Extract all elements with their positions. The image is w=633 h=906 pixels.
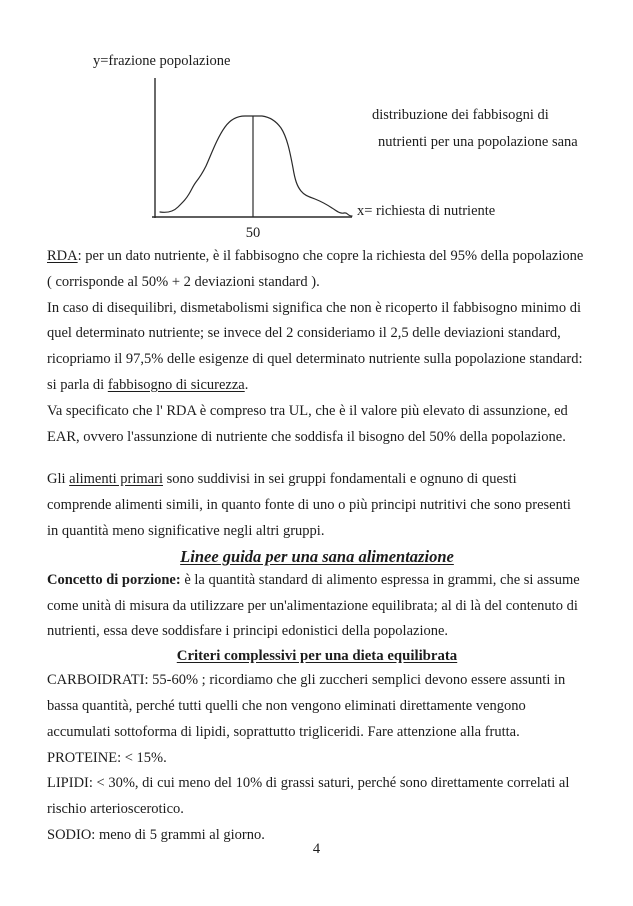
paragraph-lipidi-line2: rischio arterioscerotico. <box>47 801 184 818</box>
y-axis-label: y=frazione popolazione <box>93 53 231 69</box>
rda-line1-text: : per un dato nutriente, è il fabbisogno che copre la richiesta del 95% della popolazione <box>77 248 584 264</box>
alimenti-line1-pre: Gli <box>47 471 70 488</box>
paragraph-porzione-line2: come unità di misura da utilizzare per un'alimentazione equilibrata; al di là del contenuto di <box>47 597 578 614</box>
term-fabbisogno-di-sicurezza: fabbisogno di sicurezza <box>107 376 245 393</box>
paragraph-lipidi-line1: LIPIDI: < 30%, di cui meno del 10% di grassi saturi, perché sono direttamente correlati al <box>47 775 570 792</box>
paragraph-carboidrati-line3: accumulati sottoforma di lipidi, soprattutto trigliceridi. Fare attenzione alla frutta. <box>47 723 520 740</box>
distribution-curve <box>160 116 352 216</box>
porzione-line1-text: è la quantità standard di alimento espressa in grammi, che si assume <box>180 571 580 588</box>
section-heading-linee-guida <box>47 545 587 568</box>
term-rda: RDA <box>47 248 78 264</box>
annotation-line-1: distribuzione dei fabbisogni di <box>372 107 549 123</box>
distribution-annotation <box>372 102 578 156</box>
rda-line6-post: . <box>244 376 249 393</box>
heading-criteri-text: Criteri complessivi per una dieta equilibrata <box>176 648 458 665</box>
page-number: 4 <box>312 841 321 857</box>
alimenti-line1-post: sono suddivisi in sei gruppi fondamentali e ognuno di questi <box>162 471 517 488</box>
paragraph-gap <box>47 450 587 467</box>
paragraph-porzione-line3: nutrienti, essa deve soddisfare i principi edonistici della popolazione. <box>47 623 449 640</box>
paragraph-rda-line1 <box>47 244 587 270</box>
paragraph-sodio: SODIO: meno di 5 grammi al giorno. <box>47 826 265 843</box>
paragraph-porzione-line1 <box>47 568 587 594</box>
paragraph-rda-line8: EAR, ovvero l'assunzione di nutriente che soddisfa il bisogno del 50% della popolazione. <box>47 428 566 445</box>
paragraph-alimenti-line2: comprende alimenti simili, in quanto fonte di uno o più principi nutritivi che sono presenti <box>47 497 571 514</box>
rda-line6-pre: si parla di <box>47 376 108 393</box>
paragraph-rda-line4: quel determinato nutriente; se invece del 2 consideriamo il 2,5 delle deviazioni standard, <box>47 325 561 342</box>
paragraph-alimenti-line3: in quantità meno significative negli altri gruppi. <box>47 522 325 539</box>
paragraph-carboidrati-line2: bassa quantità, perché tutti quelli che non vengono eliminati direttamente vengono <box>47 697 526 714</box>
document-body <box>47 244 587 849</box>
tick-label-50: 50 <box>245 225 261 241</box>
paragraph-rda-line7: Va specificato che l' RDA è compreso tra UL, che è il valore più elevato di assunzione, ed <box>47 402 568 419</box>
paragraph-proteine: PROTEINE: < 15%. <box>47 749 167 766</box>
paragraph-rda-line3: In caso di disequilibri, dismetabolismi significa che non è ricoperto il fabbisogno minimo di <box>47 299 581 316</box>
paragraph-rda-line2: ( corrisponde al 50% + 2 deviazioni standard ). <box>47 273 320 290</box>
annotation-line-2: nutrienti per una popolazione sana <box>378 134 578 150</box>
heading-linee-guida-text: Linee guida per una sana alimentazione <box>180 546 454 566</box>
paragraph-rda-line5: ricopriamo il 97,5% delle esigenze di quel determinato nutriente sulla popolazione standard: <box>47 351 583 368</box>
term-alimenti-primari: alimenti primari <box>69 471 163 488</box>
term-concetto-di-porzione: Concetto di porzione: <box>47 571 181 588</box>
section-heading-criteri <box>47 645 587 668</box>
paragraph-carboidrati-line1: CARBOIDRATI: 55-60% ; ricordiamo che gli zuccheri semplici devono essere assunti in <box>47 672 566 689</box>
distribution-curve-figure <box>140 70 365 225</box>
paragraph-rda-line6 <box>47 373 587 399</box>
paragraph-alimenti-line1 <box>47 467 587 493</box>
x-axis-label: x= richiesta di nutriente <box>357 203 496 219</box>
